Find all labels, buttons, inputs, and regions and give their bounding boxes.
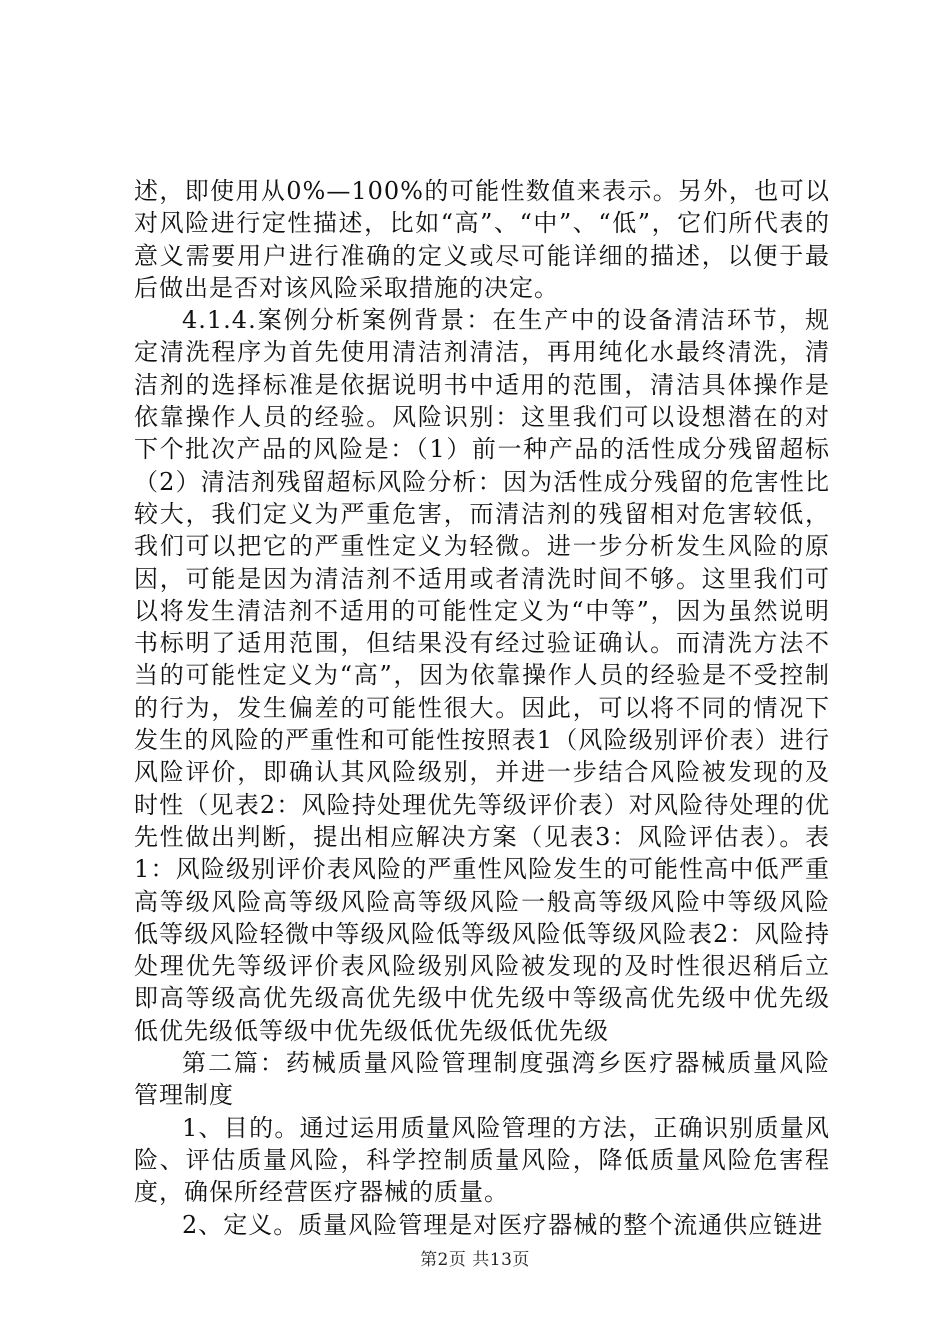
section-heading-chapter-two: 第二篇：药械质量风险管理制度强湾乡医疗器械质量风险管理制度 [134, 1049, 830, 1110]
document-body [134, 175, 830, 1241]
paragraph-purpose: 1、目的。通过运用质量风险管理的方法，正确识别质量风险、评估质量风险，科学控制质量风险，降低质量风险危害程度，确保所经营医疗器械的质量。 [134, 1113, 830, 1207]
paragraph-definition: 2、定义。质量风险管理是对医疗器械的整个流通供应链进 [182, 1210, 824, 1239]
page-number-footer: 第2页 共13页 [420, 1250, 530, 1270]
paragraph-continuation: 述，即使用从0%—100%的可能性数值来表示。另外，也可以对风险进行定性描述，比如“高”、“中”、“低”，它们所代表的意义需要用户进行准确的定义或尽可能详细的描述，以便于最后做出是否对该风险采取措施的决定。 [134, 177, 830, 302]
paragraph-case-analysis: 4.1.4.案例分析案例背景：在生产中的设备清洁环节，规定清洗程序为首先使用清洁剂清洁，再用纯化水最终清洗，清洁剂的选择标准是依据说明书中适用的范围，清洁具体操作是依靠操作人员的经验。风险识别：这里我们可以设想潜在的对下个批次产品的风险是：（1）前一种产品的活性成分残留超标（2）清洁剂残留超标风险分析：因为活性成分残留的危害性比较大，我们定义为严重危害，而清洁剂的残留相对危害较低，我们可以把它的严重性定义为轻微。进一步分析发生风险的原因，可能是因为清洁剂不适用或者清洗时间不够。这里我们可以将发生清洁剂不适用的可能性定义为“中等”，因为虽然说明书标明了适用范围，但结果没有经过验证确认。而清洗方法不当的可能性定义为“高”，因为依靠操作人员的经验是不受控制的行为，发生偏差的可能性很大。因此，可以将不同的情况下发生的风险的严重性和可能性按照表1（风险级别评价表）进行风险评价，即确认其风险级别，并进一步结合风险被发现的及时性（见表2：风险持处理优先等级评价表）对风险待处理的优先性做出判断，提出相应解决方案（见表3：风险评估表）。表1：风险级别评价表风险的严重性风险发生的可能性高中低严重高等级风险高等级风险高等级风险一般高等级风险中等级风险低等级风险轻微中等级风险低等级风险低等级风险表2：风险持处理优先等级评价表风险级别风险被发现的及时性很迟稍后立即高等级高优先级高优先级中优先级中等级高优先级中优先级低优先级低等级中优先级低优先级低优先级 [134, 306, 830, 1045]
